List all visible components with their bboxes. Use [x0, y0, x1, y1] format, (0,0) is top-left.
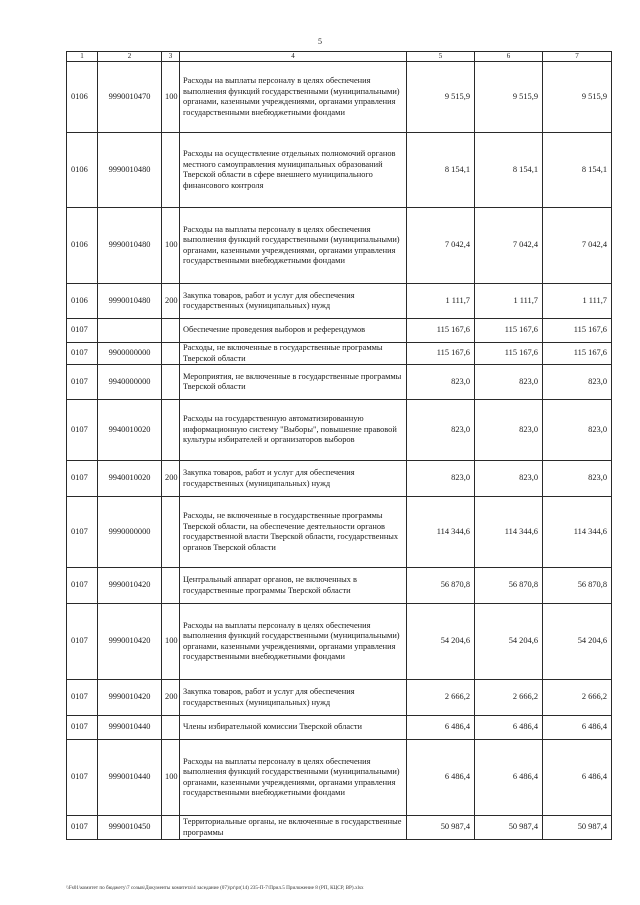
row-description: Закупка товаров, работ и услуг для обеспечения государственных (муниципальных) нужд	[180, 461, 407, 497]
table-row	[67, 133, 612, 208]
row-expense-type: 100	[162, 208, 180, 284]
row-description: Центральный аппарат органов, не включенных в государственные программы Тверской области	[180, 568, 407, 604]
row-expense-type	[162, 716, 180, 740]
page-number: 5	[318, 37, 322, 46]
row-amount-col6: 56 870,8	[475, 568, 543, 604]
row-section-code: 0107	[67, 343, 98, 365]
table-row	[67, 284, 612, 319]
table-row	[67, 604, 612, 680]
budget-table	[66, 51, 612, 840]
table-row	[67, 343, 612, 365]
row-amount-col5: 1 111,7	[407, 284, 475, 319]
row-amount-col5: 56 870,8	[407, 568, 475, 604]
row-description: Закупка товаров, работ и услуг для обеспечения государственных (муниципальных) нужд	[180, 680, 407, 716]
table-row	[67, 497, 612, 568]
table-row	[67, 716, 612, 740]
row-amount-col5: 115 167,6	[407, 343, 475, 365]
row-target-code: 9990010480	[98, 133, 162, 208]
row-amount-col6: 114 344,6	[475, 497, 543, 568]
row-amount-col6: 823,0	[475, 400, 543, 461]
header-cell-6: 6	[475, 52, 543, 62]
row-section-code: 0107	[67, 568, 98, 604]
header-cell-4: 4	[180, 52, 407, 62]
row-amount-col7: 823,0	[543, 400, 612, 461]
row-target-code: 9990010420	[98, 604, 162, 680]
row-amount-col5: 50 987,4	[407, 816, 475, 840]
row-amount-col5: 115 167,6	[407, 319, 475, 343]
row-amount-col7: 54 204,6	[543, 604, 612, 680]
row-amount-col7: 9 515,9	[543, 62, 612, 133]
row-section-code: 0106	[67, 284, 98, 319]
header-cell-5: 5	[407, 52, 475, 62]
row-amount-col6: 823,0	[475, 461, 543, 497]
row-amount-col7: 6 486,4	[543, 716, 612, 740]
row-amount-col6: 823,0	[475, 365, 543, 400]
table-row	[67, 461, 612, 497]
row-section-code: 0107	[67, 816, 98, 840]
row-description: Расходы на осуществление отдельных полномочий органов местного самоуправления муниципальных образований Тверской области в сфере внешнего муниципального финансового контроля	[180, 133, 407, 208]
row-amount-col5: 823,0	[407, 365, 475, 400]
row-amount-col6: 9 515,9	[475, 62, 543, 133]
table-row	[67, 319, 612, 343]
row-expense-type: 100	[162, 62, 180, 133]
row-description: Расходы на государственную автоматизированную информационную систему "Выборы", повышение правовой культуры избирателей и организаторов выборов	[180, 400, 407, 461]
row-amount-col5: 54 204,6	[407, 604, 475, 680]
row-amount-col5: 2 666,2	[407, 680, 475, 716]
row-description: Расходы на выплаты персоналу в целях обеспечения выполнения функций государственными (муниципальными) органами, казенными учреждениями, органами управления государственными внебюджетными фондами	[180, 604, 407, 680]
row-expense-type	[162, 816, 180, 840]
row-expense-type	[162, 497, 180, 568]
table-row	[67, 400, 612, 461]
row-amount-col7: 50 987,4	[543, 816, 612, 840]
row-expense-type	[162, 343, 180, 365]
row-section-code: 0106	[67, 208, 98, 284]
row-description: Расходы на выплаты персоналу в целях обеспечения выполнения функций государственными (муниципальными) органами, казенными учреждениями, органами управления государственными внебюджетными фондами	[180, 208, 407, 284]
row-expense-type	[162, 400, 180, 461]
row-target-code: 9940010020	[98, 400, 162, 461]
row-amount-col7: 8 154,1	[543, 133, 612, 208]
row-target-code: 9940000000	[98, 365, 162, 400]
row-target-code: 9990010480	[98, 208, 162, 284]
file-path-footer: \\Fs01\комитет по бюджету\7 созыв\Документы комитета\4 заседание (07)\pr\pr(14) 235-П-7\Прил.5 Приложение 8 (РП, КЦСР, ВР).xlsx	[66, 885, 364, 891]
row-target-code	[98, 319, 162, 343]
row-amount-col5: 8 154,1	[407, 133, 475, 208]
row-section-code: 0107	[67, 319, 98, 343]
row-description: Обеспечение проведения выборов и референдумов	[180, 319, 407, 343]
table-header-row	[67, 52, 612, 62]
row-amount-col5: 823,0	[407, 400, 475, 461]
row-section-code: 0106	[67, 133, 98, 208]
row-amount-col7: 114 344,6	[543, 497, 612, 568]
table-row	[67, 365, 612, 400]
row-amount-col7: 823,0	[543, 365, 612, 400]
row-section-code: 0107	[67, 604, 98, 680]
row-target-code: 9990010480	[98, 284, 162, 319]
row-description: Расходы, не включенные в государственные программы Тверской области	[180, 343, 407, 365]
row-section-code: 0107	[67, 497, 98, 568]
row-target-code: 9990010450	[98, 816, 162, 840]
row-target-code: 9990010470	[98, 62, 162, 133]
row-description: Расходы на выплаты персоналу в целях обеспечения выполнения функций государственными (муниципальными) органами, казенными учреждениями, органами управления государственными внебюджетными фондами	[180, 740, 407, 816]
row-target-code: 9900000000	[98, 343, 162, 365]
row-amount-col7: 56 870,8	[543, 568, 612, 604]
row-expense-type	[162, 568, 180, 604]
row-description: Расходы, не включенные в государственные программы Тверской области, на обеспечение деятельности органов государственной власти Тверской области, государственных органов Тверской области	[180, 497, 407, 568]
row-section-code: 0107	[67, 716, 98, 740]
row-amount-col5: 114 344,6	[407, 497, 475, 568]
table-row	[67, 208, 612, 284]
row-expense-type: 100	[162, 740, 180, 816]
row-target-code: 9990010440	[98, 716, 162, 740]
row-amount-col7: 115 167,6	[543, 319, 612, 343]
row-expense-type: 200	[162, 680, 180, 716]
row-target-code: 9940010020	[98, 461, 162, 497]
row-amount-col6: 115 167,6	[475, 343, 543, 365]
table-row	[67, 568, 612, 604]
row-amount-col6: 6 486,4	[475, 740, 543, 816]
row-amount-col6: 8 154,1	[475, 133, 543, 208]
row-amount-col6: 115 167,6	[475, 319, 543, 343]
row-target-code: 9990010440	[98, 740, 162, 816]
row-section-code: 0107	[67, 680, 98, 716]
row-amount-col7: 2 666,2	[543, 680, 612, 716]
row-section-code: 0107	[67, 740, 98, 816]
row-section-code: 0107	[67, 400, 98, 461]
header-cell-1: 1	[67, 52, 98, 62]
row-description: Закупка товаров, работ и услуг для обеспечения государственных (муниципальных) нужд	[180, 284, 407, 319]
row-expense-type: 100	[162, 604, 180, 680]
row-amount-col5: 6 486,4	[407, 716, 475, 740]
row-target-code: 9990010420	[98, 680, 162, 716]
table-row	[67, 680, 612, 716]
row-description: Территориальные органы, не включенные в государственные программы	[180, 816, 407, 840]
row-description: Расходы на выплаты персоналу в целях обеспечения выполнения функций государственными (муниципальными) органами, казенными учреждениями, органами управления государственными внебюджетными фондами	[180, 62, 407, 133]
row-expense-type: 200	[162, 461, 180, 497]
header-cell-3: 3	[162, 52, 180, 62]
row-amount-col6: 50 987,4	[475, 816, 543, 840]
row-expense-type	[162, 133, 180, 208]
header-cell-2: 2	[98, 52, 162, 62]
row-section-code: 0107	[67, 461, 98, 497]
row-amount-col7: 7 042,4	[543, 208, 612, 284]
row-amount-col6: 6 486,4	[475, 716, 543, 740]
row-amount-col7: 823,0	[543, 461, 612, 497]
row-section-code: 0106	[67, 62, 98, 133]
row-amount-col7: 6 486,4	[543, 740, 612, 816]
row-amount-col6: 2 666,2	[475, 680, 543, 716]
row-expense-type	[162, 365, 180, 400]
table-row	[67, 62, 612, 133]
row-amount-col5: 823,0	[407, 461, 475, 497]
row-amount-col5: 6 486,4	[407, 740, 475, 816]
table-row	[67, 816, 612, 840]
row-expense-type: 200	[162, 284, 180, 319]
row-amount-col6: 1 111,7	[475, 284, 543, 319]
row-section-code: 0107	[67, 365, 98, 400]
row-amount-col5: 7 042,4	[407, 208, 475, 284]
row-description: Мероприятия, не включенные в государственные программы Тверской области	[180, 365, 407, 400]
header-cell-7: 7	[543, 52, 612, 62]
row-target-code: 9990000000	[98, 497, 162, 568]
table-row	[67, 740, 612, 816]
row-amount-col5: 9 515,9	[407, 62, 475, 133]
row-amount-col7: 1 111,7	[543, 284, 612, 319]
row-description: Члены избирательной комиссии Тверской области	[180, 716, 407, 740]
row-amount-col7: 115 167,6	[543, 343, 612, 365]
row-target-code: 9990010420	[98, 568, 162, 604]
row-amount-col6: 7 042,4	[475, 208, 543, 284]
row-expense-type	[162, 319, 180, 343]
row-amount-col6: 54 204,6	[475, 604, 543, 680]
